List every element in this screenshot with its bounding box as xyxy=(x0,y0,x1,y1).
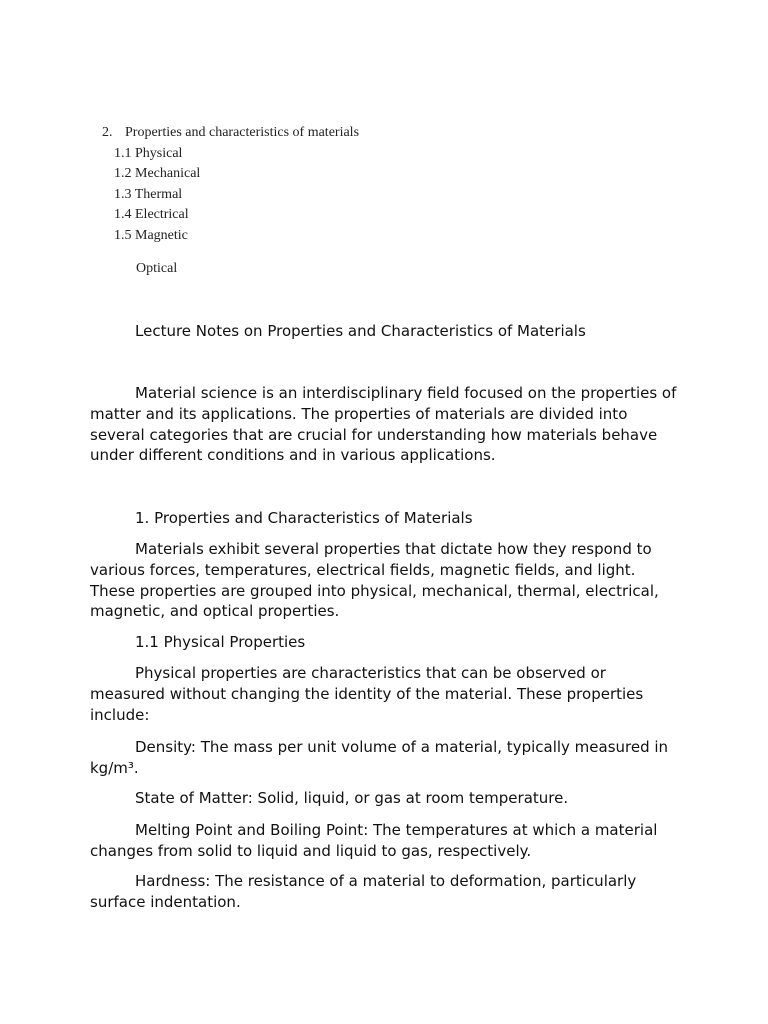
hardness-item: Hardness: The resistance of a material to deformation, particularly surface indentation. xyxy=(90,872,637,911)
outline-item-mechanical: 1.2 Mechanical xyxy=(114,166,201,181)
section-1-paragraph: Materials exhibit several properties that dictate how they respond to various forces, temperatures, electrical fields, magnetic fields, and light. These properties are grouped into physical, mechanical, thermal, electrical, magnetic, and optical properties. xyxy=(90,540,659,621)
outline-item-electrical: 1.4 Electrical xyxy=(114,207,189,222)
subsection-1-1-paragraph: Physical properties are characteristics that can be observed or measured without changing the identity of the material. These properties include: xyxy=(90,664,644,724)
document-title: Lecture Notes on Properties and Characteristics of Materials xyxy=(135,322,586,340)
outline-item-physical: 1.1 Physical xyxy=(114,146,183,161)
outline-heading-text: Properties and characteristics of materials xyxy=(125,125,360,140)
outline-item-thermal: 1.3 Thermal xyxy=(114,187,183,202)
outline-heading-number: 2. xyxy=(102,125,113,140)
state-of-matter-item: State of Matter: Solid, liquid, or gas at room temperature. xyxy=(135,789,569,807)
intro-paragraph: Material science is an interdisciplinary field focused on the properties of matter and its applications. The properties of materials are divided into several categories that are crucial for understanding how materials behave under different conditions and in various applications. xyxy=(90,384,677,465)
outline-heading xyxy=(102,125,359,141)
outline-item-optical: Optical xyxy=(136,261,178,276)
section-1-heading: 1. Properties and Characteristics of Materials xyxy=(135,509,473,527)
outline-item-magnetic: 1.5 Magnetic xyxy=(114,228,188,243)
subsection-1-1-heading: 1.1 Physical Properties xyxy=(135,633,306,651)
melting-boiling-item: Melting Point and Boiling Point: The temperatures at which a material changes from solid to liquid and liquid to gas, respectively. xyxy=(90,821,658,860)
density-item: Density: The mass per unit volume of a material, typically measured in kg/m³. xyxy=(90,738,669,777)
